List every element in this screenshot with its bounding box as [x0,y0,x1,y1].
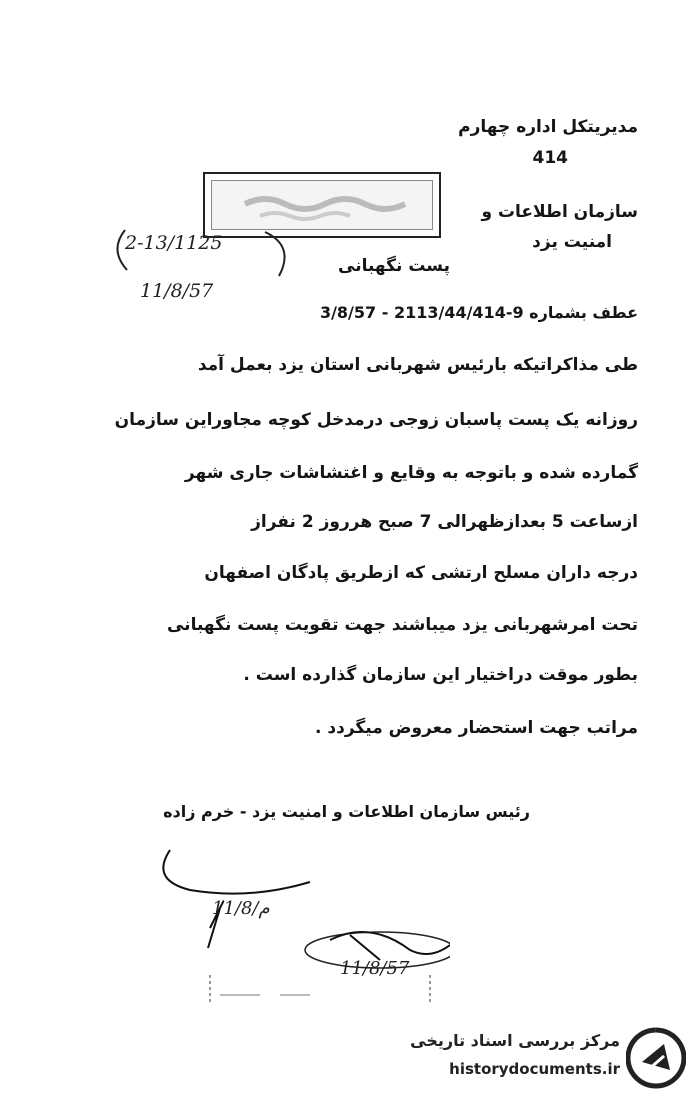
body-line-5: درجه داران مسلح ارتشی که ازطریق پادگان اصفهان [204,563,638,583]
handwritten-date-bottom: 11/8/57 [340,958,410,979]
reference-line: عطف بشماره 9-2113/44/414 - 3/8/57 [319,303,638,322]
subject-line: پست نگهبانی [338,256,450,276]
handwritten-initial: 11/8/م [212,898,270,919]
body-line-8: مراتب جهت استحضار معروض میگردد . [315,718,638,738]
handwritten-ref-number: 2-13/1125 [125,232,223,254]
body-line-7: بطور موقت دراختیار این سازمان گذارده است . [243,665,638,685]
body-line-6: تحت امرشهربانی یزد میباشند جهت تقویت پست نگهبانی [166,615,638,635]
faint-stamp-remnant [200,970,440,1010]
archive-title: مرکز بررسی اسناد تاریخی [410,1031,620,1050]
body-line-2: روزانه یک پست پاسبان زوجی درمدخل کوچه مجاوراین سازمان [114,410,638,430]
body-line-1: طی مذاکراتیکه بارئیس شهربانی استان یزد بعمل آمد [197,355,638,375]
body-line-3: گمارده شده و باتوجه به وقایع و اغتشاشات جاری شهر [184,463,638,483]
archive-url: historydocuments.ir [449,1060,620,1078]
body-line-4: ازساعت 5 بعدازظهرالی 7 صبح هرروز 2 نفراز [251,512,638,532]
addressee: مدیریتکل اداره چهارم [458,117,638,137]
handwritten-date-top: 11/8/57 [140,280,214,302]
document-number: 414 [532,148,568,168]
archive-logo-icon [626,1026,686,1092]
org-name-line2: امنیت یزد [532,232,612,252]
org-name-line1: سازمان اطلاعات و [481,202,638,222]
archive-watermark [412,1022,692,1096]
signature-title: رئیس سازمان اطلاعات و امنیت یزد - خرم زاده [163,802,530,821]
handwritten-bracket [105,222,315,278]
